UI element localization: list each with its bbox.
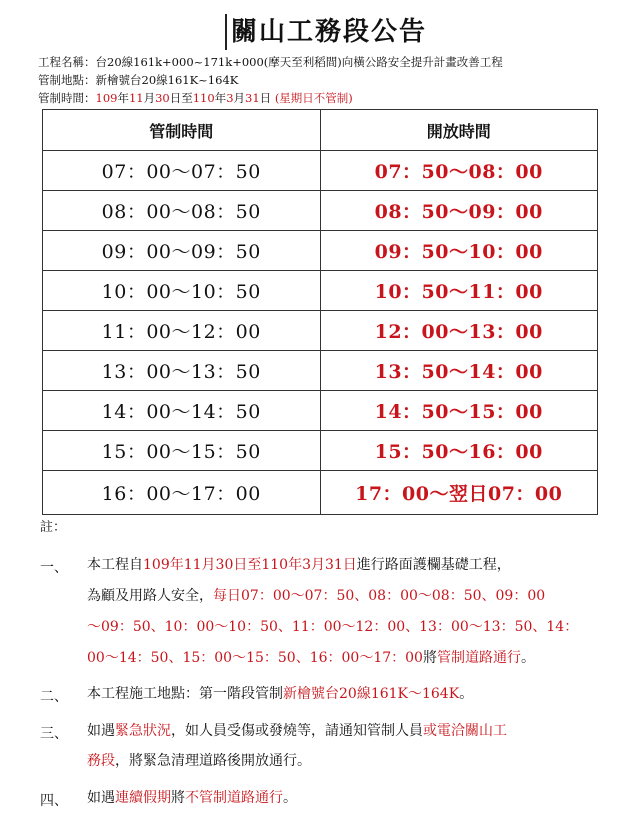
note-1-text: 本工程自 [87,557,143,573]
note-3-text: 如遇 [87,723,115,739]
control-location-line [38,73,238,88]
note-1-line-4 [87,643,535,674]
note-3-contact: 務段 [87,753,115,769]
closed-time-header: 管制時間 [43,110,321,151]
note-1-line-3: ～09：50、10：00～10：50、11：00～12：00、13：00～13：50、14： [87,619,579,635]
notes-heading: 註： [40,520,67,535]
open-time-cell: 13：50～14：00 [320,351,598,391]
closed-time-cell: 09：00～09：50 [43,231,321,271]
note-2-line [87,679,473,710]
table-row [43,271,598,311]
closed-time-cell: 15：00～15：50 [43,431,321,471]
open-time-cell: 09：50～10：00 [320,231,598,271]
note-1-line-2 [87,581,545,612]
note-1-line-1 [87,550,511,581]
year-word: 年 [117,91,129,105]
note-4-text: 將 [171,790,185,806]
note-4-line [87,783,297,814]
day-word: 日 [169,91,182,105]
note-1-daily-times: 00～14：50、15：00～15：50、16：00～17：00 [87,650,423,666]
month-word: 月 [233,91,246,105]
period-start-month: 11 [128,91,144,105]
control-location-value: 新檜號台20線161K~164K [95,73,239,87]
period-start-day: 30 [155,91,170,105]
table-row [43,191,598,231]
note-3-line-1 [87,716,507,747]
control-location-label: 管制地點： [38,73,96,87]
open-time-cell: 14：50～15：00 [320,391,598,431]
note-2-text: 。 [459,686,474,702]
open-time-cell: 15：50～16：00 [320,431,598,471]
open-time-cell: 12：00～13：00 [320,311,598,351]
table-header-row [43,110,598,151]
open-time-header: 開放時間 [320,110,598,151]
note-1-date-range: 109年11月30日至110年3月31日 [143,557,357,573]
note-4-number: 四、 [40,793,68,809]
closed-time-cell: 07：00～07：50 [43,151,321,191]
control-period-line [38,91,353,106]
note-3-number: 三、 [40,726,68,742]
open-time-cell: 08：50～09：00 [320,191,598,231]
table-row [43,151,598,191]
period-end-year: 110 [192,91,215,105]
day-word: 日 [259,91,272,105]
period-sunday-note: (星期日不管制) [274,91,353,105]
note-1-text: 為顧及用路人安全， [87,588,213,604]
note-4-text: 如遇 [87,790,115,806]
table-row [43,311,598,351]
note-2-number: 二、 [40,689,68,705]
note-4-text: 。 [283,790,297,806]
note-1-text: 進行路面護欄基礎工程， [356,557,511,573]
note-1-control-text: 管制道路通行 [436,650,521,666]
month-word: 月 [143,91,156,105]
closed-time-cell: 11：00～12：00 [43,311,321,351]
note-3-emergency: 緊急狀況 [115,723,171,739]
note-2-text: 本工程施工地點：第一階段管制 [87,686,283,702]
table-row [43,231,598,271]
closed-time-cell: 08：00～08：50 [43,191,321,231]
control-period-label: 管制時間： [38,91,96,105]
table-row [43,431,598,471]
open-time-cell: 07：50～08：00 [320,151,598,191]
note-2-location: 新檜號台20線161K～164K [283,686,460,702]
year-word: 年 [214,91,227,105]
project-name-value: 台20線161k+000~171k+000(摩天至利稻間)向橫公路安全提升計畫改善工程 [95,55,503,69]
page-title: 關山工務段公告 [225,14,427,50]
note-4-no-control: 不管制道路通行 [185,790,283,806]
period-end-month: 3 [226,91,234,105]
open-time-cell: 10：50～11：00 [320,271,598,311]
note-1-number: 一、 [40,560,68,576]
note-3-text: ，如人員受傷或發燒等，請通知管制人員 [171,723,423,739]
schedule-table [42,109,598,515]
to-word: 至 [181,91,193,105]
note-1-text: 。 [520,650,535,666]
period-start-year: 109 [95,91,118,105]
note-3-line-2 [87,746,311,777]
note-1-text: 將 [422,650,437,666]
closed-time-cell: 16：00～17：00 [43,471,321,515]
table-row [43,351,598,391]
note-4-holidays: 連續假期 [115,790,171,806]
project-name-label: 工程名稱： [38,55,96,69]
note-1-daily-times: 每日07：00～07：50、08：00～08：50、09：00 [213,588,546,604]
table-row [43,471,598,515]
open-time-cell: 17：00～翌日07：00 [320,471,598,515]
period-end-day: 31 [245,91,260,105]
project-name-line [38,55,503,70]
table-row [43,391,598,431]
closed-time-cell: 14：00～14：50 [43,391,321,431]
note-3-text: ，將緊急清理道路後開放通行。 [115,753,311,769]
closed-time-cell: 10：00～10：50 [43,271,321,311]
note-3-contact: 或電洽關山工 [423,723,507,739]
closed-time-cell: 13：00～13：50 [43,351,321,391]
